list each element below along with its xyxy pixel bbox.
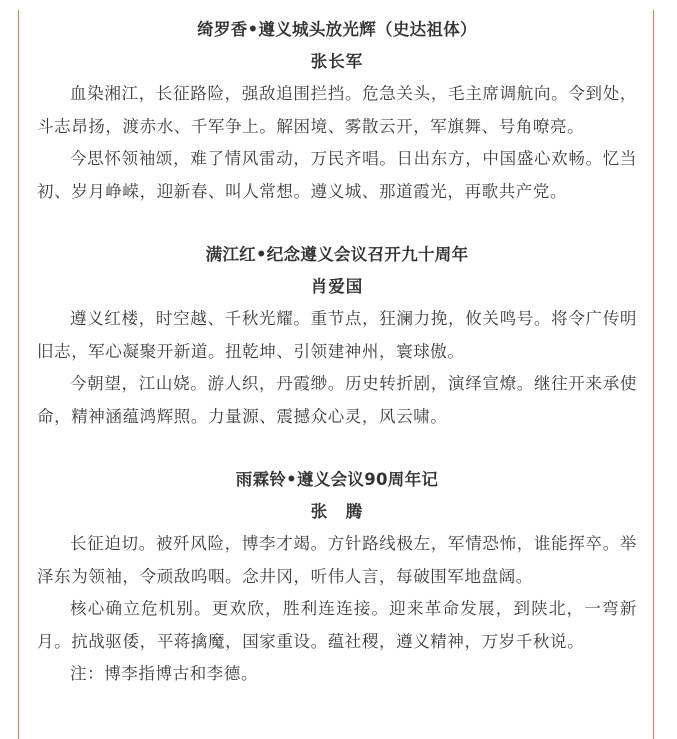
- poem-paragraph: 今思怀领袖颂，难了情风雷动，万民齐唱。日出东方，中国盛心欢畅。忆当初、岁月峥嵘，迎新春、叫人常想。遵义城、那道霞光，再歌共产党。: [37, 149, 637, 201]
- poem-paragraph: 长征迫切。被歼风险，博李才竭。方针路线极左，军情恐怖，谁能挥卒。举泽东为领袖，令顽敌呜咽。念井冈，听伟人言，每破围军地盘阔。: [37, 534, 637, 586]
- page-border-left: [18, 0, 19, 739]
- poem-paragraph: 今朝望，江山娆。游人织，丹霞缈。历史转折剧，演绎宣燎。继往开来承使命，精神涵蕴鸿辉照。力量源、震撼众心灵，风云啸。: [37, 374, 637, 426]
- top-gap: [0, 0, 677, 10]
- poem-note: 注：博李指博古和李德。: [70, 664, 259, 683]
- poem-author: 肖爱国: [310, 277, 364, 296]
- poem-title: 绮罗香•遵义城头放光辉（史达祖体）: [197, 20, 477, 39]
- poem-paragraph: 核心确立危机别。更欢欣，胜利连连接。迎来革命发展，到陕北，一弯新月。抗战驱倭，平蒋擒魔，国家重设。蕴社稷，遵义精神，万岁千秋说。: [37, 599, 637, 651]
- poem-author: 张长军: [310, 52, 364, 71]
- poem-title: 雨霖铃•遵义会议90周年记: [235, 470, 439, 489]
- article-content: [37, 14, 637, 722]
- poem-author: 张 腾: [310, 502, 364, 521]
- poem-title: 满江红•纪念遵义会议召开九十周年: [205, 245, 469, 264]
- poem-paragraph: 血染湘江，长征路险，强敌追围拦挡。危急关头，毛主席调航向。令到处，斗志昂扬，渡赤水、千军争上。解困境、雾散云开，军旗舞、号角嘹亮。: [37, 84, 637, 136]
- poem-2: [37, 239, 637, 433]
- page-border-right: [653, 0, 654, 739]
- poem-3: [37, 464, 637, 691]
- poem-paragraph: 遵义红楼，时空越、千秋光耀。重节点，狂澜力挽，攸关鸣号。将令广传明旧志，军心凝聚开新道。扭乾坤、引领建神州，寰球傲。: [37, 309, 637, 361]
- poem-1: [37, 14, 637, 208]
